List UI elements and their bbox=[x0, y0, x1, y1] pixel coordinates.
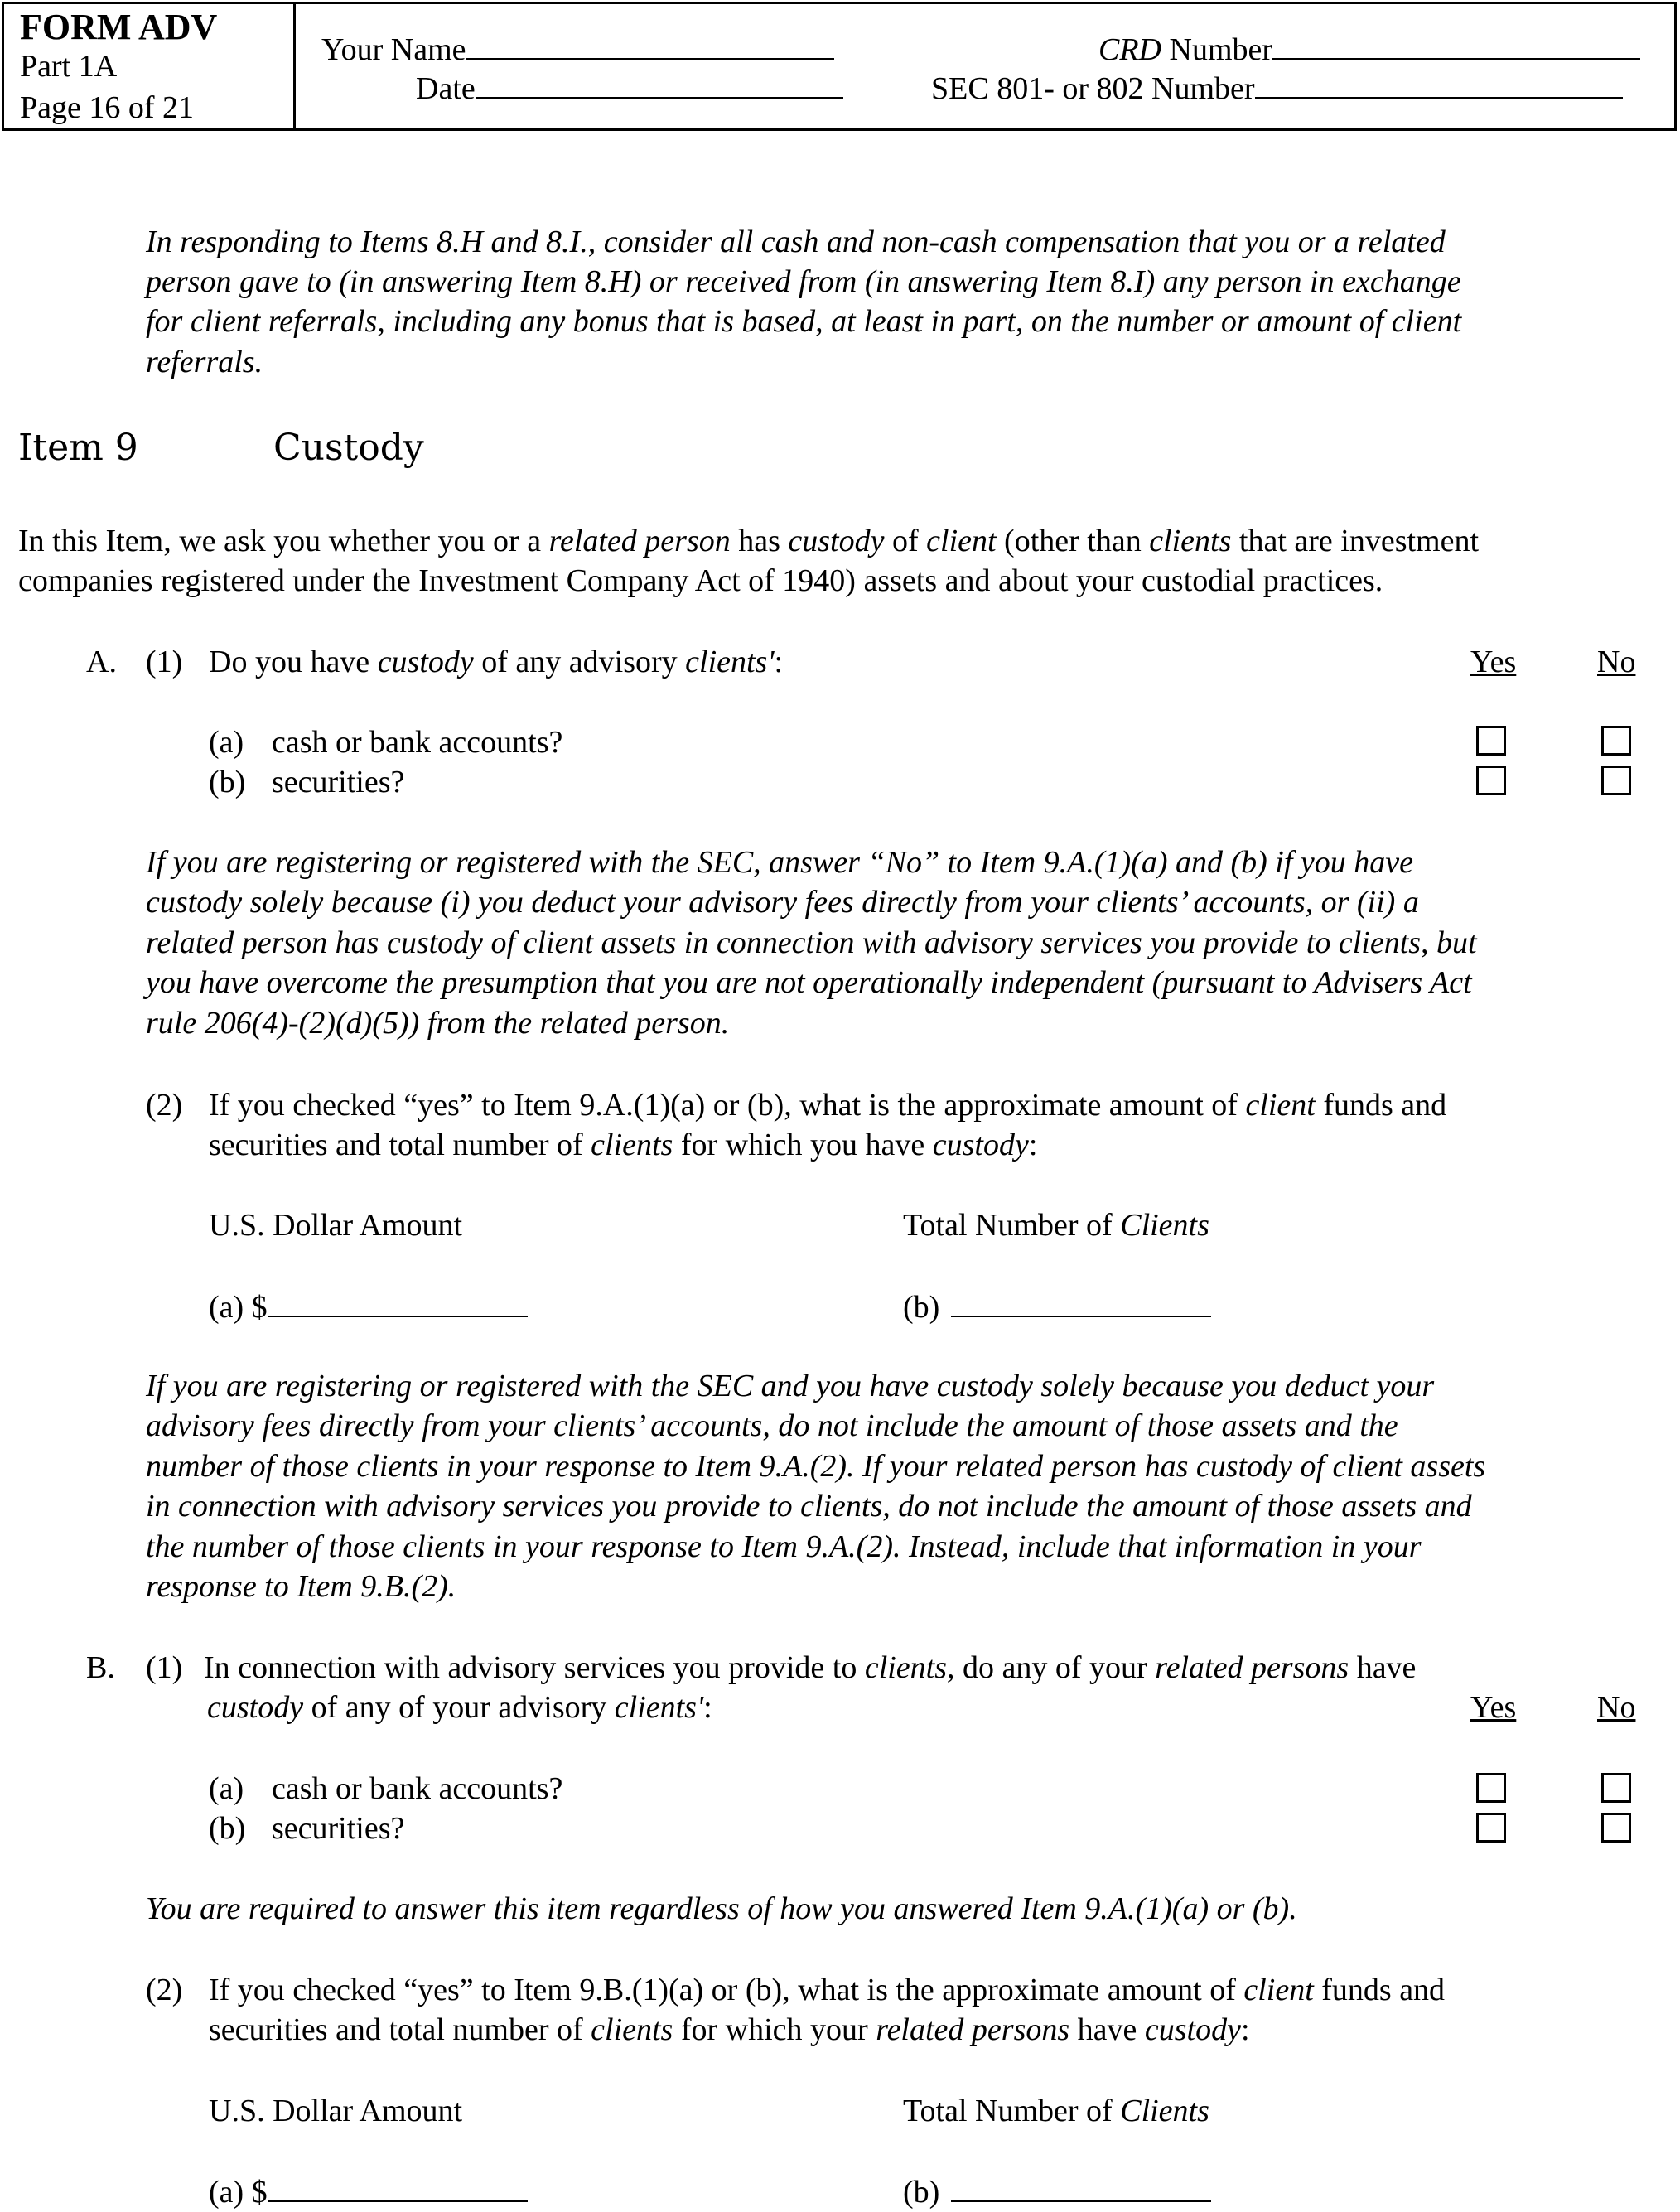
dollar-amount-label: U.S. Dollar Amount bbox=[209, 2094, 463, 2128]
section-a-letter: A. bbox=[86, 645, 117, 679]
b1-cash-no-checkbox[interactable] bbox=[1601, 1773, 1631, 1803]
a2-clients-field[interactable] bbox=[903, 1286, 1211, 1327]
date-label: Date bbox=[416, 71, 476, 106]
a1-securities-yes-checkbox[interactable] bbox=[1476, 766, 1506, 795]
option-number: (a) bbox=[209, 1771, 244, 1806]
sec-number-field[interactable] bbox=[931, 67, 1623, 107]
instruction-note-line: the number of those clients in your response to Item 9.A.(2). Instead, include that information in your bbox=[146, 1529, 1422, 1564]
date-field[interactable] bbox=[416, 67, 843, 107]
form-page-number: Page 16 of 21 bbox=[20, 90, 195, 125]
crd-number-blank[interactable] bbox=[1272, 28, 1640, 60]
question-b2-text-line1: If you checked “yes” to Item 9.B.(1)(a) or (b), what is the approximate amount of client funds and bbox=[209, 1973, 1446, 2007]
item-intro-line1: In this Item, we ask you whether you or a related person has custody of client (other than clients that are investment bbox=[18, 524, 1480, 558]
question-b2-number: (2) bbox=[146, 1973, 183, 2007]
item-number: Item 9 bbox=[18, 427, 138, 469]
question-b1-number: (1) bbox=[146, 1650, 183, 1685]
option-cash-label: cash or bank accounts? bbox=[272, 1771, 563, 1806]
intro-note-line: In responding to Items 8.H and 8.I., consider all cash and non-cash compensation that you or a related bbox=[146, 225, 1446, 259]
field-label: (a) $ bbox=[209, 1290, 268, 1325]
instruction-note-line: rule 206(4)-(2)(d)(5)) from the related person. bbox=[146, 1006, 730, 1041]
question-b1-text-line1: In connection with advisory services you provide to clients, do any of your related persons have bbox=[204, 1650, 1417, 1685]
form-title: FORM ADV bbox=[20, 7, 218, 47]
section-b-letter: B. bbox=[86, 1650, 115, 1685]
no-column-header: No bbox=[1597, 645, 1636, 679]
total-clients-label: Total Number of Clients bbox=[903, 2094, 1209, 2128]
instruction-note-line: custody solely because (i) you deduct your advisory fees directly from your clients’ accounts, or (ii) a bbox=[146, 885, 1419, 920]
option-cash-label: cash or bank accounts? bbox=[272, 725, 563, 760]
option-securities-label: securities? bbox=[272, 765, 405, 799]
option-number: (a) bbox=[209, 725, 244, 760]
question-a2-number: (2) bbox=[146, 1088, 183, 1123]
yes-column-header: Yes bbox=[1470, 1690, 1517, 1725]
field-label: (b) bbox=[903, 1290, 940, 1325]
item-intro-line2: companies registered under the Investment Company Act of 1940) assets and about your custodial practices. bbox=[18, 563, 1383, 598]
dollar-amount-label: U.S. Dollar Amount bbox=[209, 1208, 463, 1243]
instruction-note-line: You are required to answer this item regardless of how you answered Item 9.A.(1)(a) or (b). bbox=[146, 1891, 1297, 1926]
field-label: (a) $ bbox=[209, 2175, 268, 2210]
question-a1-text: Do you have custody of any advisory clients': bbox=[209, 645, 784, 679]
instruction-note-line: number of those clients in your response to Item 9.A.(2). If your related person has custody of client assets bbox=[146, 1449, 1486, 1484]
b2-dollar-field[interactable] bbox=[209, 2171, 528, 2212]
a1-cash-yes-checkbox[interactable] bbox=[1476, 726, 1506, 756]
question-a2-text-line2: securities and total number of clients for which you have custody: bbox=[209, 1128, 1038, 1162]
b2-clients-blank[interactable] bbox=[951, 2171, 1211, 2202]
instruction-note-line: response to Item 9.B.(2). bbox=[146, 1569, 456, 1604]
sec-number-label: SEC 801- or 802 Number bbox=[931, 71, 1255, 106]
item-title: Custody bbox=[273, 427, 424, 469]
question-a2-text-line1: If you checked “yes” to Item 9.A.(1)(a) or (b), what is the approximate amount of client funds and bbox=[209, 1088, 1447, 1123]
instruction-note-line: you have overcome the presumption that you are not operationally independent (pursuant to Advisers Act bbox=[146, 965, 1472, 1000]
yes-column-header: Yes bbox=[1470, 645, 1517, 679]
instruction-note-line: If you are registering or registered with the SEC, answer “No” to Item 9.A.(1)(a) and (b) if you have bbox=[146, 845, 1414, 880]
a2-dollar-field[interactable] bbox=[209, 1286, 528, 1327]
a2-dollar-blank[interactable] bbox=[268, 1286, 528, 1317]
option-securities-label: securities? bbox=[272, 1811, 405, 1846]
instruction-note-line: in connection with advisory services you provide to clients, do not include the amount of those assets and bbox=[146, 1489, 1472, 1524]
intro-note-line: person gave to (in answering Item 8.H) or received from (in answering Item 8.I) any person in exchange bbox=[146, 264, 1461, 299]
instruction-note-line: advisory fees directly from your clients’ accounts, do not include the amount of those assets and the bbox=[146, 1408, 1398, 1443]
b1-securities-yes-checkbox[interactable] bbox=[1476, 1813, 1506, 1843]
no-column-header: No bbox=[1597, 1690, 1636, 1725]
intro-note-line: referrals. bbox=[146, 345, 263, 379]
option-number: (b) bbox=[209, 765, 246, 799]
question-a1-number: (1) bbox=[146, 645, 183, 679]
instruction-note-line: related person has custody of client assets in connection with advisory services you provide to clients, but bbox=[146, 925, 1477, 960]
total-clients-label: Total Number of Clients bbox=[903, 1208, 1209, 1243]
question-b2-text-line2: securities and total number of clients for which your related persons have custody: bbox=[209, 2012, 1250, 2047]
your-name-label: Your Name bbox=[321, 32, 466, 67]
instruction-note-line: If you are registering or registered with the SEC and you have custody solely because you deduct your bbox=[146, 1369, 1435, 1403]
b1-securities-no-checkbox[interactable] bbox=[1601, 1813, 1631, 1843]
question-b1-text-line2: custody of any of your advisory clients': bbox=[207, 1690, 712, 1725]
a1-cash-no-checkbox[interactable] bbox=[1601, 726, 1631, 756]
a1-securities-no-checkbox[interactable] bbox=[1601, 766, 1631, 795]
form-part: Part 1A bbox=[20, 49, 118, 84]
header-divider bbox=[293, 2, 296, 131]
crd-label-italic: CRD bbox=[1098, 32, 1161, 67]
b2-dollar-blank[interactable] bbox=[268, 2171, 528, 2202]
sec-number-blank[interactable] bbox=[1255, 67, 1623, 99]
field-label: (b) bbox=[903, 2175, 940, 2210]
b2-clients-field[interactable] bbox=[903, 2171, 1211, 2212]
intro-note-line: for client referrals, including any bonus that is based, at least in part, on the number or amount of client bbox=[146, 304, 1462, 339]
a2-clients-blank[interactable] bbox=[951, 1286, 1211, 1317]
crd-number-field[interactable] bbox=[1098, 28, 1640, 68]
your-name-blank[interactable] bbox=[466, 28, 834, 60]
b1-cash-yes-checkbox[interactable] bbox=[1476, 1773, 1506, 1803]
your-name-field[interactable] bbox=[321, 28, 834, 68]
option-number: (b) bbox=[209, 1811, 246, 1846]
crd-label: Number bbox=[1161, 32, 1273, 67]
date-blank[interactable] bbox=[476, 67, 843, 99]
